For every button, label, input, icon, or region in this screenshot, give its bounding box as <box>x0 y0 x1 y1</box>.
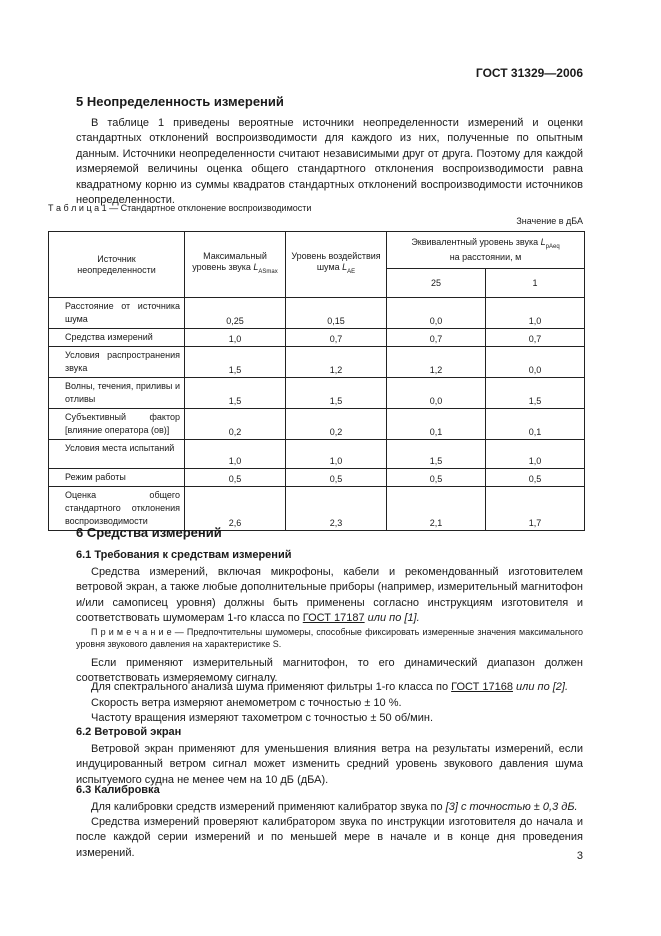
section-6-1-paragraph-5: Частоту вращения измеряют тахометром с точностью ± 50 об/мин. <box>91 712 434 724</box>
distance-1-cell: 0,1 <box>486 409 585 440</box>
source-cell: Расстояние от источника шума <box>49 298 185 329</box>
exposure-cell: 0,15 <box>286 298 387 329</box>
exposure-cell: 2,3 <box>286 487 387 531</box>
table-row <box>49 409 585 440</box>
section-6-3-paragraph-2: Средства измерений проверяют калибратором звука по инструкции изготовителя до начала и после каждой серии измерений и по меньшей мере в начале и в конце дня проведения измерений. <box>76 816 583 859</box>
section-6-2-paragraph: Ветровой экран применяют для уменьшения влияния ветра на результаты измерений, если индуцированный ветром сигнал может изменить средний уровень звукового давления шума испытуемого судна не менее чем на 10 дБ (дБА). <box>76 743 583 786</box>
max-level-cell: 1,0 <box>185 440 286 469</box>
header-distance-1: 1 <box>486 269 585 298</box>
distance-25-cell: 0,7 <box>387 329 486 347</box>
section-5-title: 5 Неопределенность измерений <box>76 94 284 109</box>
source-cell: Оценка общего стандартного отклонения воспроизводимости <box>49 487 185 531</box>
table-caption: Т а б л и ц а 1 — Стандартное отклонение воспроизводимости <box>48 203 312 213</box>
exposure-cell: 0,7 <box>286 329 387 347</box>
section-6-1-paragraph-2: Если применяют измерительный магнитофон, то его динамический диапазон должен соответствовать измеряемому сигналу. <box>76 657 583 685</box>
section-5-paragraph: В таблице 1 приведены вероятные источники неопределенности измерений и оценки стандартных отклонений воспроизводимости для каждого из них, полученные по опытным данным. Источники неопределенности считают независимыми друг от друга. Поэтому для каждой измеряемой величины оценка общего стандартного отклонения воспроизводимости равна квадратному корню из суммы квадратов стандартных отклонений воспроизводимости источников неопределенности. <box>76 117 583 207</box>
exposure-cell: 1,2 <box>286 347 387 378</box>
distance-25-cell: 0,5 <box>387 469 486 487</box>
header-source: Источник неопределенности <box>49 232 185 298</box>
gost-17187-link[interactable]: ГОСТ 17187 <box>302 612 365 625</box>
header-equiv-level: Эквивалентный уровень звука $L_{pAeq}$ на расстоянии, м <box>387 232 585 269</box>
table-row <box>49 469 585 487</box>
table-row <box>49 298 585 329</box>
distance-25-cell: 0,0 <box>387 378 486 409</box>
gost-17168-link[interactable]: ГОСТ 17168 <box>451 681 513 693</box>
header-distance-25: 25 <box>387 269 486 298</box>
distance-1-cell: 0,5 <box>486 469 585 487</box>
source-cell: Средства измерений <box>49 329 185 347</box>
source-cell: Условия места испытаний <box>49 440 185 469</box>
distance-25-cell: 1,5 <box>387 440 486 469</box>
section-6-title: 6 Средства измерений <box>76 525 222 540</box>
section-6-2-title: 6.2 Ветровой экран <box>76 726 182 738</box>
exposure-cell: 0,2 <box>286 409 387 440</box>
max-level-cell: 1,5 <box>185 378 286 409</box>
source-cell: Субъективный фактор [влияние оператора (ов)] <box>49 409 185 440</box>
section-6-1-paragraph-1: Средства измерений, включая микрофоны, кабели и рекомендованный изготовителем ветровой экран, а также любые дополнительные приборы (например, измерительный магнитофон и/или самописец уровня) должны быть применены согласно инструкциям изготовителя и соответствовать шумомерам 1-го класса по ГОСТ 17187 или по [1]. <box>76 566 583 625</box>
distance-1-cell: 0,7 <box>486 329 585 347</box>
distance-25-cell: 1,2 <box>387 347 486 378</box>
max-level-cell: 0,2 <box>185 409 286 440</box>
max-level-cell: 1,5 <box>185 347 286 378</box>
source-cell: Волны, течения, приливы и отливы <box>49 378 185 409</box>
page-number: 3 <box>576 850 583 862</box>
table-row <box>49 378 585 409</box>
distance-1-cell: 1,7 <box>486 487 585 531</box>
section-6-1-paragraph-4: Скорость ветра измеряют анемометром с точностью ± 10 %. <box>91 697 402 709</box>
max-level-cell: 2,6 <box>185 487 286 531</box>
note: П р и м е ч а н и е — Предпочтительны шумомеры, способные фиксировать измеренные значения максимального уровня звукового давления на характеристике S. <box>76 627 583 649</box>
table-unit: Значение в дБА <box>516 216 583 226</box>
source-cell: Условия распространения звука <box>49 347 185 378</box>
distance-25-cell: 2,1 <box>387 487 486 531</box>
max-level-cell: 0,25 <box>185 298 286 329</box>
max-level-cell: 1,0 <box>185 329 286 347</box>
exposure-cell: 0,5 <box>286 469 387 487</box>
header-exposure: Уровень воздействия шума $L_{AE}$ <box>286 232 387 298</box>
section-6-3-paragraph-1: Для калибровки средств измерений применяют калибратор звука по [3] с точностью ± 0,3 дБ. <box>91 801 578 813</box>
table-row <box>49 329 585 347</box>
table-row <box>49 440 585 469</box>
table-row <box>49 487 585 531</box>
distance-1-cell: 1,0 <box>486 440 585 469</box>
distance-25-cell: 0,1 <box>387 409 486 440</box>
section-6-3-title: 6.3 Калибровка <box>76 784 160 796</box>
section-6-1-paragraph-3: Для спектрального анализа шума применяют фильтры 1-го класса по ГОСТ 17168 или по [2]. <box>91 681 569 693</box>
distance-1-cell: 1,5 <box>486 378 585 409</box>
exposure-cell: 1,0 <box>286 440 387 469</box>
uncertainty-table <box>48 231 585 531</box>
header-max-level: Максимальный уровень звука $L_{ASmax}$ <box>185 232 286 298</box>
max-level-cell: 0,5 <box>185 469 286 487</box>
distance-25-cell: 0,0 <box>387 298 486 329</box>
distance-1-cell: 1,0 <box>486 298 585 329</box>
document-header: ГОСТ 31329—2006 <box>475 66 583 80</box>
table-row <box>49 347 585 378</box>
source-cell: Режим работы <box>49 469 185 487</box>
section-6-1-title: 6.1 Требования к средствам измерений <box>76 549 292 561</box>
distance-1-cell: 0,0 <box>486 347 585 378</box>
exposure-cell: 1,5 <box>286 378 387 409</box>
